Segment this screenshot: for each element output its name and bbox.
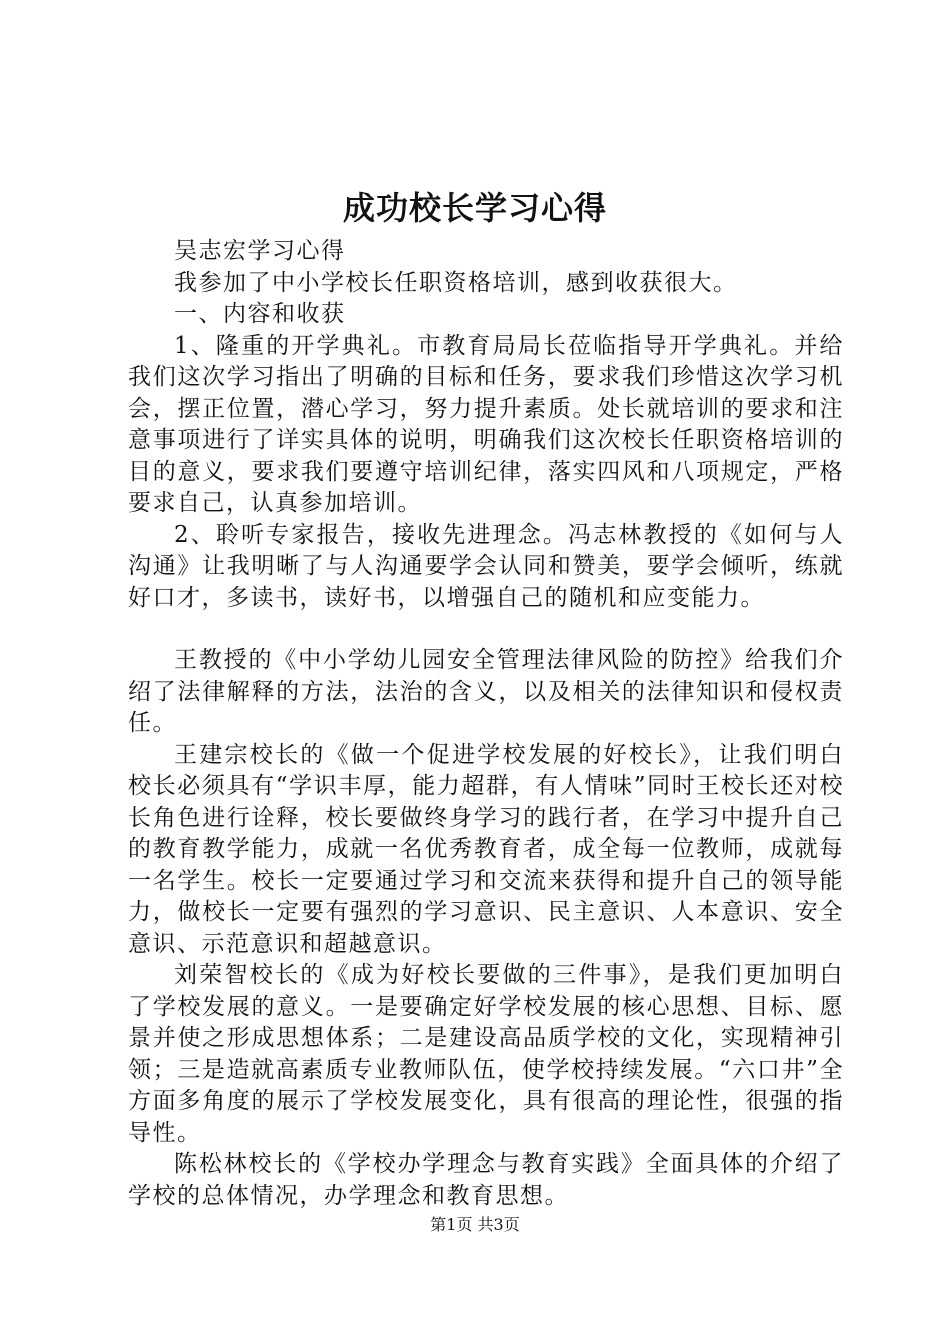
paragraph-intro: 我参加了中小学校长任职资格培训，感到收获很大。 bbox=[174, 269, 738, 296]
page-number: 第1页 共3页 bbox=[430, 1215, 520, 1234]
paragraph-opening-ceremony: 1、隆重的开学典礼。市教育局局长莅临指导开学典礼。并给我们这次学习指出了明确的目标和任务，要求我们珍惜这次学习机会，摆正位置，潜心学习，努力提升素质。处长就培训的要求和注意事项进行了详实具体的说明，明确我们这次校长任职资格培训的目的意义，要求我们要遵守培训纪律，落实四风和八项规定，严格要求自己，认真参加培训。 bbox=[128, 332, 844, 516]
paragraph-author: 吴志宏学习心得 bbox=[174, 238, 346, 264]
section-heading: 一、内容和收获 bbox=[174, 301, 346, 327]
paragraph-gap bbox=[128, 614, 844, 645]
paragraph-three-things: 刘荣智校长的《成为好校长要做的三件事》，是我们更加明白了学校发展的意义。一是要确定好学校发展的核心思想、目标、愿景并使之形成思想体系；二是建设高品质学校的文化，实现精神引领；三是造就高素质专业教师队伍，使学校持续发展。“六口井”全方面多角度的展示了学校发展变化，具有很高的理论性，很强的指导性。 bbox=[128, 962, 844, 1146]
paragraph-law-lecture: 王教授的《中小学幼儿园安全管理法律风险的防控》给我们介绍了法律解释的方法，法治的含义，以及相关的法律知识和侵权责任。 bbox=[128, 647, 844, 736]
paragraph-school-philosophy: 陈松林校长的《学校办学理念与教育实践》全面具体的介绍了学校的总体情况，办学理念和教育思想。 bbox=[128, 1151, 844, 1209]
document-body bbox=[128, 236, 844, 1212]
paragraph-good-principal: 王建宗校长的《做一个促进学校发展的好校长》，让我们明白校长必须具有“学识丰厚，能力超群，有人情味”同时王校长还对校长角色进行诠释，校长要做终身学习的践行者，在学习中提升自己的教育教学能力，成就一名优秀教育者，成全每一位教师，成就每一名学生。校长一定要通过学习和交流来获得和提升自己的领导能力，做校长一定要有强烈的学习意识、民主意识、人本意识、安全意识、示范意识和超越意识。 bbox=[128, 741, 844, 957]
paragraph-expert-reports: 2、聆听专家报告，接收先进理念。冯志林教授的《如何与人沟通》让我明晰了与人沟通要学会认同和赞美，要学会倾听，练就好口才，多读书，读好书，以增强自己的随机和应变能力。 bbox=[128, 521, 844, 611]
document-title: 成功校长学习心得 bbox=[342, 189, 607, 227]
